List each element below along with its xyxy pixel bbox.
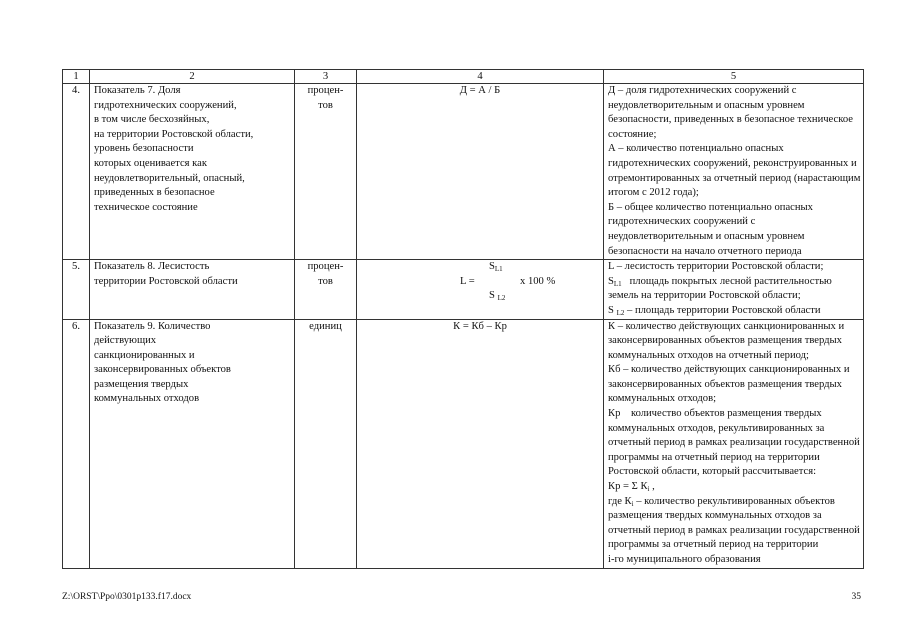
text-line (608, 275, 859, 290)
symbol: S (608, 275, 614, 287)
table-row (63, 319, 864, 568)
text-line (608, 480, 859, 495)
subscript: L2 (616, 308, 625, 317)
unit-cell (295, 260, 357, 319)
text-line: отчетный период в рамках реализации государственной (608, 524, 860, 536)
text-line: состояние; (608, 128, 657, 140)
header-cell: 3 (295, 70, 357, 84)
text-line: i-го муниципального образования (608, 554, 761, 565)
text-line: неудовлетворительным и опасным уровнем (608, 230, 805, 242)
symbol: S (608, 304, 614, 316)
formula-denominator (489, 289, 505, 304)
text-line: земель на территории Ростовской области; (608, 290, 801, 302)
description-cell (604, 260, 864, 319)
text-line: А – количество потенциально опасных (608, 143, 784, 155)
text-line: на территории Ростовской области, (94, 128, 254, 140)
row-number: 6. (63, 319, 90, 568)
text-line: размещения твердых (94, 378, 189, 390)
header-cell: 4 (357, 70, 604, 84)
text-line: программы на отчетный период на территории (608, 451, 820, 463)
text-line: тов (318, 275, 333, 287)
text-line: неудовлетворительным и опасным уровнем (608, 99, 805, 111)
text-line: территории Ростовской области (94, 275, 238, 287)
text-line: санкционированных и (94, 349, 195, 361)
text-line: Показатель 8. Лесистость (94, 261, 210, 273)
text-line: приведенных в безопасное (94, 187, 215, 199)
text: – количество рекультивированных объектов (633, 495, 835, 507)
text-line: которых оценивается как (94, 157, 208, 169)
text: – площадь территории Ростовской области (624, 304, 821, 316)
text-line: L – лесистость территории Ростовской области; (608, 261, 824, 273)
description-cell (604, 84, 864, 260)
text-line: тов (318, 99, 333, 111)
subscript: L2 (497, 294, 506, 303)
text-line: Показатель 7. Доля (94, 85, 181, 96)
text-line: итогом с 2012 года); (608, 187, 699, 199)
text-line: размещения твердых коммунальных отходов за (608, 510, 822, 522)
text-line: законсервированных объектов размещения твердых (608, 378, 842, 390)
text: где К (608, 495, 632, 507)
table-row (63, 260, 864, 319)
text-line: единиц (309, 320, 342, 332)
text-line: Б – общее количество потенциально опасных (608, 201, 813, 213)
text-line: процен- (307, 261, 344, 273)
text-line: законсервированных объектов размещения твердых (608, 335, 842, 347)
file-path: Z:\ORST\Ppo\0301p133.f17.docx (62, 592, 192, 602)
text-line: гидротехнических сооружений, реконструированных и (608, 157, 857, 169)
text-line: Ростовской области, который рассчитывается: (608, 466, 817, 478)
fraction-formula (357, 260, 603, 304)
text-line (608, 495, 859, 510)
text-line: Д – доля гидротехнических сооружений с (608, 85, 797, 96)
text-line: неудовлетворительный, опасный, (94, 172, 245, 184)
text-line: техническое состояние (94, 201, 198, 213)
formula-cell: К = Кб – Кр (357, 319, 604, 568)
text: , (649, 481, 655, 493)
formula-numerator (489, 260, 503, 275)
subscript: i (647, 485, 650, 494)
subscript: L1 (613, 279, 622, 288)
header-row (63, 70, 864, 84)
formula-cell (357, 260, 604, 319)
text-line: Показатель 9. Количество (94, 320, 211, 332)
description-cell (604, 319, 864, 568)
row-number: 4. (63, 84, 90, 260)
subscript: i (631, 499, 634, 508)
text-line: коммунальных отходов; (608, 393, 717, 405)
text-line: процен- (307, 85, 344, 96)
text-line: гидротехнических сооружений с (608, 216, 756, 228)
symbol: S (489, 290, 495, 302)
text: Кр = Σ К (608, 481, 648, 493)
text-line: отремонтированных за отчетный период (нарастающим (608, 172, 861, 184)
text-line: К – количество действующих санкционированных и (608, 320, 845, 332)
header-cell: 2 (90, 70, 295, 84)
row-number: 5. (63, 260, 90, 319)
header-cell: 5 (604, 70, 864, 84)
formula-multiplier: х 100 % (520, 276, 556, 288)
text-line: уровень безопасности (94, 143, 194, 155)
text-line: отчетный период в рамках реализации государственной (608, 437, 860, 449)
text-line: безопасности, приведенных в безопасное техническое (608, 114, 853, 126)
text-line: Кр количество объектов размещения твердых (608, 408, 822, 420)
page-number: 35 (851, 592, 861, 602)
indicator-name (90, 319, 295, 568)
indicator-name (90, 260, 295, 319)
text-line: гидротехнических сооружений, (94, 99, 237, 111)
indicator-name (90, 84, 295, 260)
indicators-table (62, 69, 864, 569)
text-line: законсервированных объектов (94, 364, 231, 376)
text: площадь покрытых лесной растительностью (621, 275, 832, 287)
formula-lhs: L = (460, 276, 475, 288)
text-line: действующих (94, 335, 157, 347)
subscript: L1 (494, 265, 503, 274)
text-line (608, 304, 859, 319)
text-line: программы за отчетный период на территории (608, 539, 819, 551)
text-line: коммунальных отходов на отчетный период; (608, 349, 809, 361)
text-line: Кб – количество действующих санкционированных и (608, 364, 850, 376)
header-cell: 1 (63, 70, 90, 84)
text-line: коммунальных отходов, рекультивированных за (608, 422, 825, 434)
text-line: коммунальных отходов (94, 393, 200, 405)
table-row (63, 84, 864, 260)
unit-cell (295, 84, 357, 260)
unit-cell (295, 319, 357, 568)
text-line: в том числе бесхозяйных, (94, 114, 210, 126)
formula-cell: Д = А / Б (357, 84, 604, 260)
text-line: безопасности на начало отчетного периода (608, 245, 802, 257)
symbol: S (489, 261, 495, 273)
